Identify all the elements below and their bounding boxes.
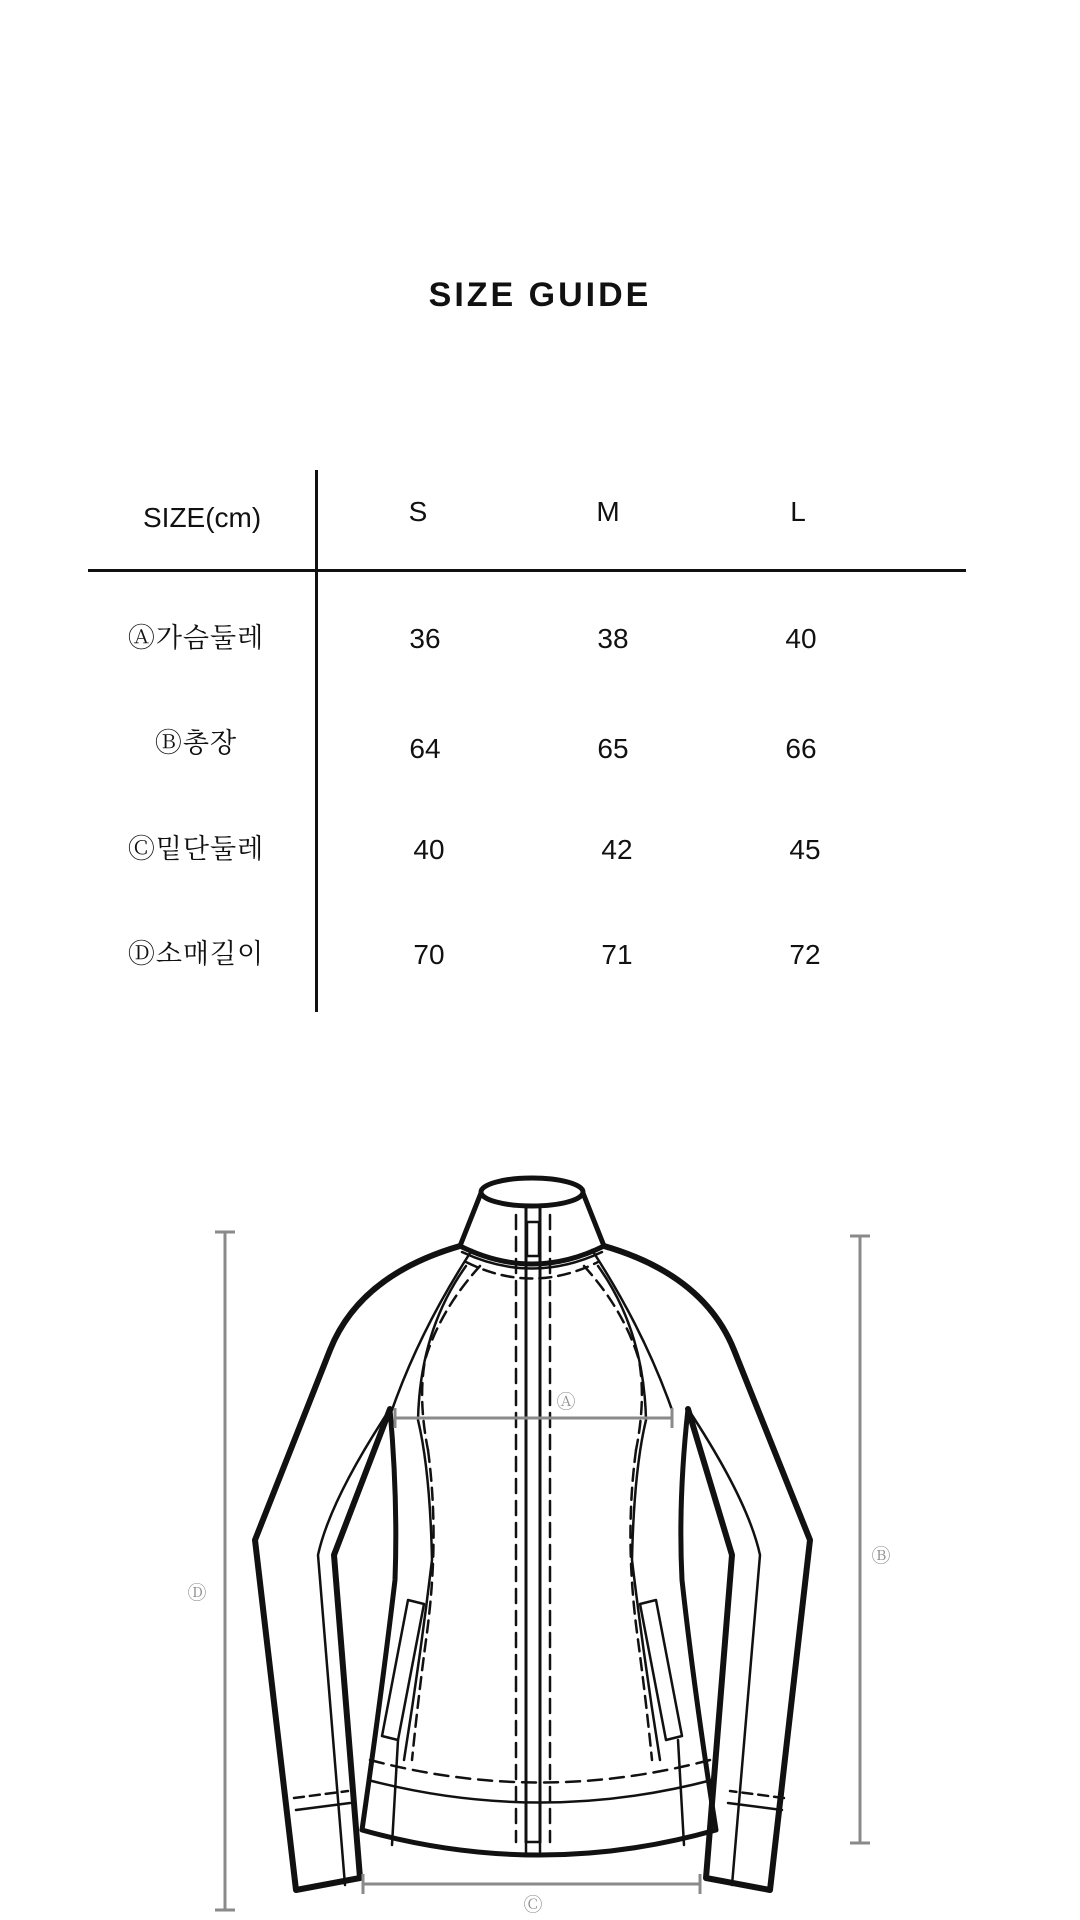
- table-header-size-m: M: [596, 496, 620, 527]
- cell-hem-l: 45: [789, 834, 821, 865]
- measure-label-b: Ⓑ: [871, 1545, 891, 1567]
- row-label-hem: Ⓒ밑단둘레: [127, 834, 265, 865]
- jacket-panel-seams: [404, 1252, 660, 1760]
- cell-length-m: 65: [597, 733, 629, 764]
- table-header-label: SIZE(cm): [143, 502, 262, 533]
- cell-sleeve-m: 71: [601, 939, 633, 970]
- row-label-sleeve: Ⓓ소매길이: [127, 939, 265, 970]
- measure-label-d: Ⓓ: [187, 1582, 207, 1604]
- cell-hem-s: 40: [413, 834, 445, 865]
- table-header-size-s: S: [408, 496, 428, 527]
- cell-chest-m: 38: [597, 623, 629, 654]
- row-label-length: Ⓑ총장: [154, 728, 238, 759]
- row-label-chest: Ⓐ가슴둘레: [127, 623, 265, 654]
- jacket-raglan-seams: [392, 1250, 672, 1450]
- table-header-size-l: L: [790, 496, 806, 527]
- cell-length-s: 64: [409, 733, 441, 764]
- cell-hem-m: 42: [601, 834, 633, 865]
- cell-sleeve-l: 72: [789, 939, 821, 970]
- cell-length-l: 66: [785, 733, 817, 764]
- cell-chest-l: 40: [785, 623, 817, 654]
- measure-label-a: Ⓐ: [556, 1391, 576, 1413]
- jacket-pockets: [382, 1600, 682, 1740]
- cell-chest-s: 36: [409, 623, 441, 654]
- page-title: SIZE GUIDE: [428, 276, 652, 314]
- measure-label-c: Ⓒ: [523, 1894, 543, 1916]
- jacket-zipper: [516, 1208, 550, 1856]
- cell-sleeve-s: 70: [413, 939, 445, 970]
